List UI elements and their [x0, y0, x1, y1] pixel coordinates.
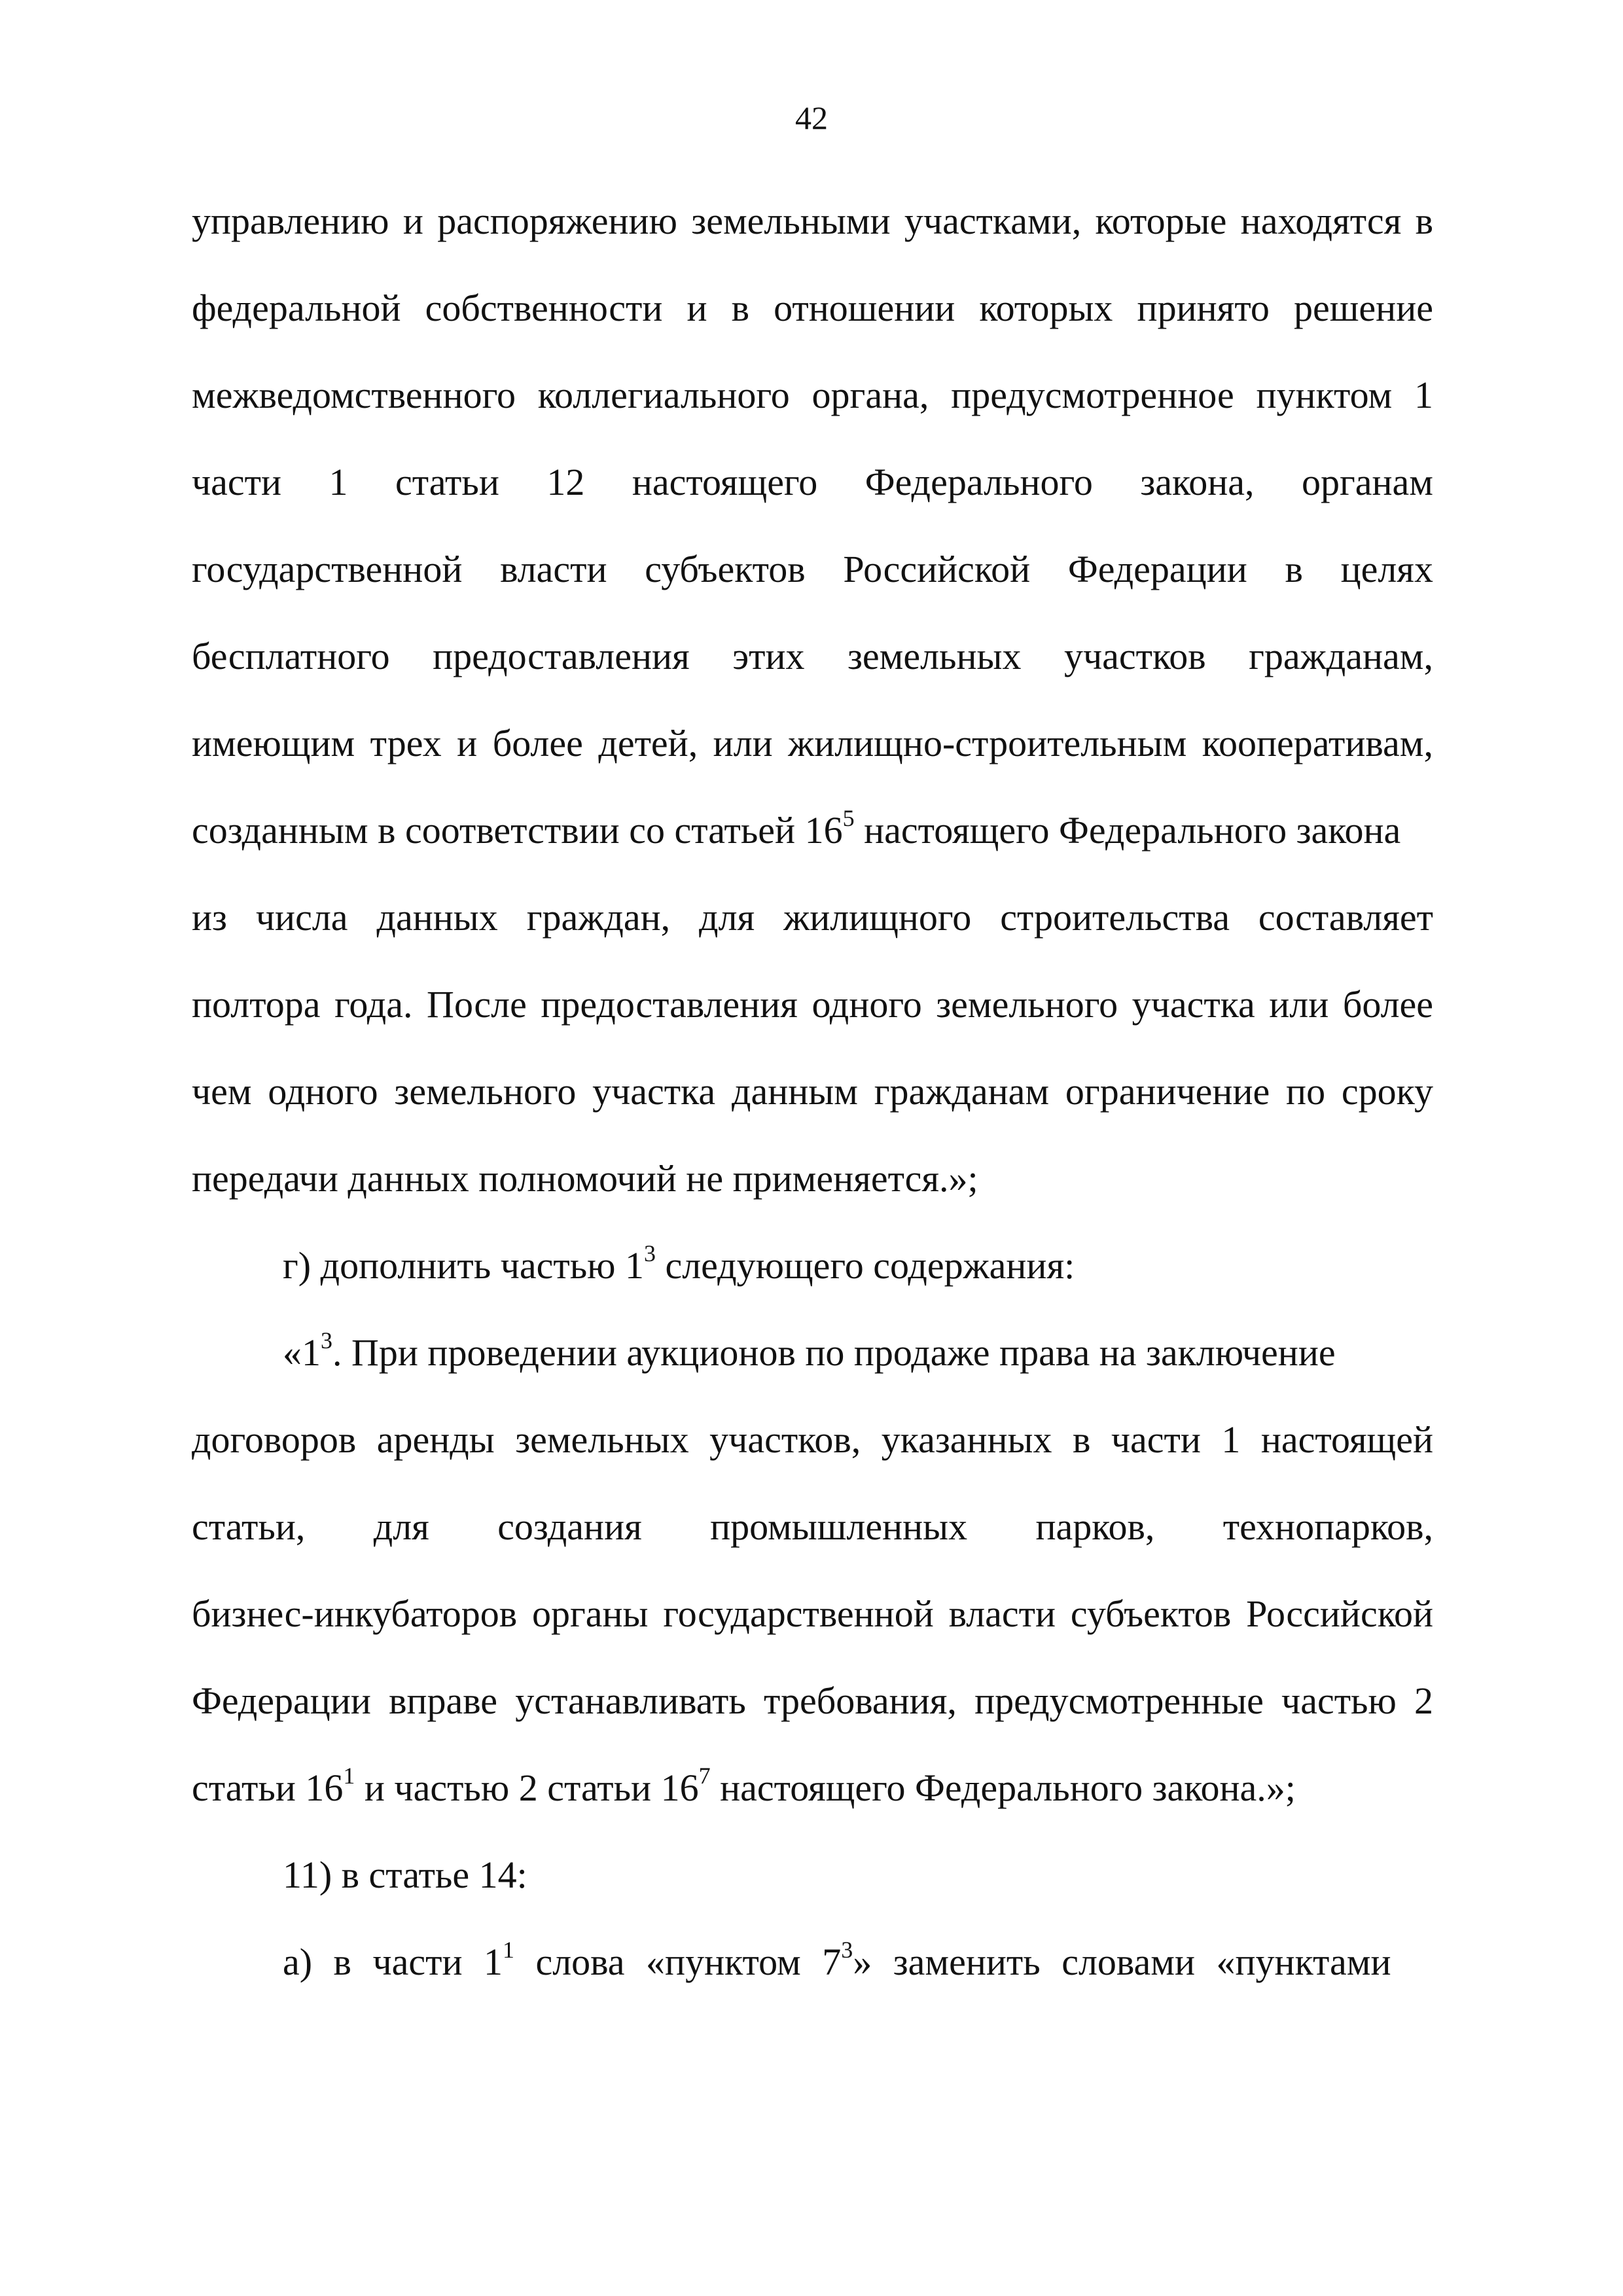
- text-run: слова «пунктом 7: [514, 1941, 842, 1983]
- superscript: 3: [321, 1327, 332, 1354]
- text-run: следующего содержания:: [656, 1244, 1075, 1287]
- page-number: 42: [795, 99, 828, 136]
- text-line: [192, 798, 1433, 863]
- text-line: бизнес-инкубаторов органы государственной власти субъектов Российской: [192, 1592, 1433, 1635]
- text-run: а) в части 1: [283, 1941, 503, 1983]
- text-run: «1: [283, 1331, 321, 1374]
- text-line: бесплатного предоставления этих земельных участков гражданам,: [192, 635, 1433, 677]
- text-line: части 1 статьи 12 настоящего Федерального закона, органам: [192, 461, 1433, 503]
- text-line: полтора года. После предоставления одного земельного участка или более: [192, 983, 1433, 1026]
- text-line: имеющим трех и более детей, или жилищно-строительным кооперативам,: [192, 722, 1433, 764]
- text-run: г) дополнить частью 1: [283, 1244, 644, 1287]
- text-line: [283, 1233, 1433, 1299]
- text-line: передачи данных полномочий не применяется.»;: [192, 1157, 978, 1200]
- text-line: государственной власти субъектов Российской Федерации в целях: [192, 548, 1433, 590]
- superscript: 3: [841, 1937, 853, 1963]
- text-line: статьи, для создания промышленных парков, технопарков,: [192, 1505, 1433, 1548]
- text-run: статьи 16: [192, 1767, 344, 1809]
- superscript: 1: [343, 1763, 355, 1789]
- text-line: межведомственного коллегиального органа, предусмотренное пунктом 1: [192, 374, 1433, 416]
- text-line: чем одного земельного участка данным гражданам ограничение по сроку: [192, 1070, 1433, 1113]
- text-run: » заменить словами «пунктами: [853, 1941, 1391, 1983]
- text-line: [283, 1320, 1433, 1386]
- text-line: [192, 1755, 1433, 1821]
- text-line: Федерации вправе устанавливать требования, предусмотренные частью 2: [192, 1679, 1433, 1722]
- superscript: 1: [503, 1937, 514, 1963]
- text-run: настоящего Федерального закона: [854, 809, 1401, 852]
- text-line: федеральной собственности и в отношении которых принято решение: [192, 287, 1433, 329]
- text-line: [283, 1929, 1433, 1995]
- text-line: договоров аренды земельных участков, указанных в части 1 настоящей: [192, 1418, 1433, 1461]
- superscript: 5: [842, 805, 855, 831]
- text-run: настоящего Федерального закона.»;: [710, 1767, 1296, 1809]
- text-line: из числа данных граждан, для жилищного строительства составляет: [192, 896, 1433, 939]
- text-run: и частью 2 статьи 16: [355, 1767, 699, 1809]
- superscript: 7: [698, 1763, 711, 1789]
- text-run: созданным в соответствии со статьей 16: [192, 809, 843, 852]
- text-run: . При проведении аукционов по продаже права на заключение: [332, 1331, 1336, 1374]
- text-line: 11) в статье 14:: [283, 1854, 527, 1896]
- superscript: 3: [644, 1240, 656, 1266]
- text-line: управлению и распоряжению земельными участками, которые находятся в: [192, 200, 1433, 242]
